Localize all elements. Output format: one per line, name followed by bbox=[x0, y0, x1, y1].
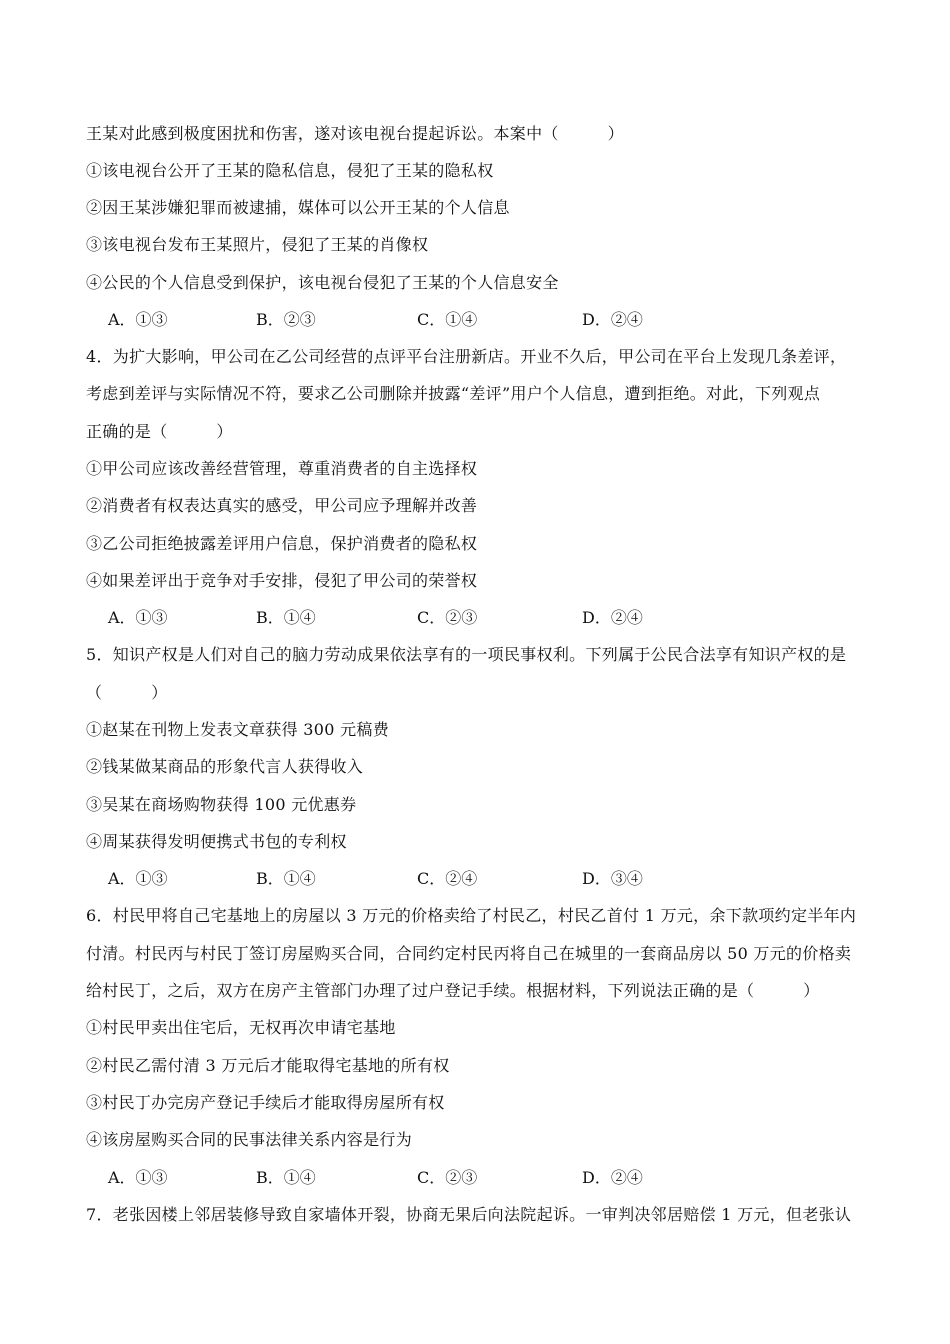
q3-options bbox=[108, 309, 808, 331]
q3-option-b[interactable]: B．②③ bbox=[256, 310, 316, 329]
q5-option-d[interactable]: D．③④ bbox=[582, 869, 643, 888]
q4-statement-4: ④如果差评出于竞争对手安排，侵犯了甲公司的荣誉权 bbox=[86, 571, 478, 590]
q5-statement-4: ④周某获得发明便携式书包的专利权 bbox=[86, 832, 347, 851]
q6-options bbox=[108, 1167, 808, 1189]
q3-statement-2: ②因王某涉嫌犯罪而被逮捕，媒体可以公开王某的个人信息 bbox=[86, 198, 510, 217]
q6-stem-line-3: 给村民丁，之后，双方在房产主管部门办理了过户登记手续。根据材料，下列说法正确的是（ ） bbox=[86, 981, 820, 1000]
q5-option-c[interactable]: C．②④ bbox=[417, 869, 478, 888]
q3-option-a[interactable]: A．①③ bbox=[108, 310, 168, 329]
q6-option-c[interactable]: C．②③ bbox=[417, 1168, 478, 1187]
q5-stem-line-2: （ ） bbox=[86, 683, 168, 702]
q4-option-c[interactable]: C．②③ bbox=[417, 608, 478, 627]
q6-statement-4: ④该房屋购买合同的民事法律关系内容是行为 bbox=[86, 1130, 413, 1149]
q5-option-a[interactable]: A．①③ bbox=[108, 869, 168, 888]
q4-stem-line-3: 正确的是（ ） bbox=[86, 422, 233, 441]
q6-option-d[interactable]: D．②④ bbox=[582, 1168, 643, 1187]
q3-stem-line: 王某对此感到极度困扰和伤害，遂对该电视台提起诉讼。本案中（ ） bbox=[86, 124, 624, 143]
q5-stem-line-1: 5．知识产权是人们对自己的脑力劳动成果依法享有的一项民事权利。下列属于公民合法享有知识产权的是 bbox=[86, 645, 847, 664]
q6-statement-3: ③村民丁办完房产登记手续后才能取得房屋所有权 bbox=[86, 1093, 445, 1112]
q6-stem-line-1: 6．村民甲将自己宅基地上的房屋以 3 万元的价格卖给了村民乙，村民乙首付 1 万元，余下款项约定半年内 bbox=[86, 906, 857, 925]
q5-options bbox=[108, 868, 808, 890]
q6-option-b[interactable]: B．①④ bbox=[256, 1168, 316, 1187]
q4-statement-3: ③乙公司拒绝披露差评用户信息，保护消费者的隐私权 bbox=[86, 534, 478, 553]
q3-statement-3: ③该电视台发布王某照片，侵犯了王某的肖像权 bbox=[86, 235, 429, 254]
q4-stem-line-2: 考虑到差评与实际情况不符，要求乙公司删除并披露“差评”用户个人信息，遭到拒绝。对此，下列观点 bbox=[86, 384, 821, 403]
q4-option-a[interactable]: A．①③ bbox=[108, 608, 168, 627]
q6-statement-1: ①村民甲卖出住宅后，无权再次申请宅基地 bbox=[86, 1018, 396, 1037]
q4-stem-line-1: 4．为扩大影响，甲公司在乙公司经营的点评平台注册新店。开业不久后，甲公司在平台上发现几条差评， bbox=[86, 347, 847, 366]
q5-statement-2: ②钱某做某商品的形象代言人获得收入 bbox=[86, 757, 364, 776]
q4-statement-1: ①甲公司应该改善经营管理，尊重消费者的自主选择权 bbox=[86, 459, 478, 478]
q3-option-d[interactable]: D．②④ bbox=[582, 310, 643, 329]
q3-statement-4: ④公民的个人信息受到保护，该电视台侵犯了王某的个人信息安全 bbox=[86, 273, 559, 292]
q6-statement-2: ②村民乙需付清 3 万元后才能取得宅基地的所有权 bbox=[86, 1056, 450, 1075]
q3-statement-1: ①该电视台公开了王某的隐私信息，侵犯了王某的隐私权 bbox=[86, 161, 494, 180]
q4-option-d[interactable]: D．②④ bbox=[582, 608, 643, 627]
q6-stem-line-2: 付清。村民丙与村民丁签订房屋购买合同，合同约定村民丙将自己在城里的一套商品房以 50 万元的价格卖 bbox=[86, 944, 852, 963]
q4-statement-2: ②消费者有权表达真实的感受，甲公司应予理解并改善 bbox=[86, 496, 478, 515]
q4-option-b[interactable]: B．①④ bbox=[256, 608, 316, 627]
q5-statement-3: ③吴某在商场购物获得 100 元优惠券 bbox=[86, 795, 357, 814]
q3-option-c[interactable]: C．①④ bbox=[417, 310, 478, 329]
q4-options bbox=[108, 607, 808, 629]
q6-option-a[interactable]: A．①③ bbox=[108, 1168, 168, 1187]
q7-stem-line-1: 7．老张因楼上邻居装修导致自家墙体开裂，协商无果后向法院起诉。一审判决邻居赔偿 1 万元，但老张认 bbox=[86, 1205, 852, 1224]
q5-option-b[interactable]: B．①④ bbox=[256, 869, 316, 888]
q5-statement-1: ①赵某在刊物上发表文章获得 300 元稿费 bbox=[86, 720, 390, 739]
